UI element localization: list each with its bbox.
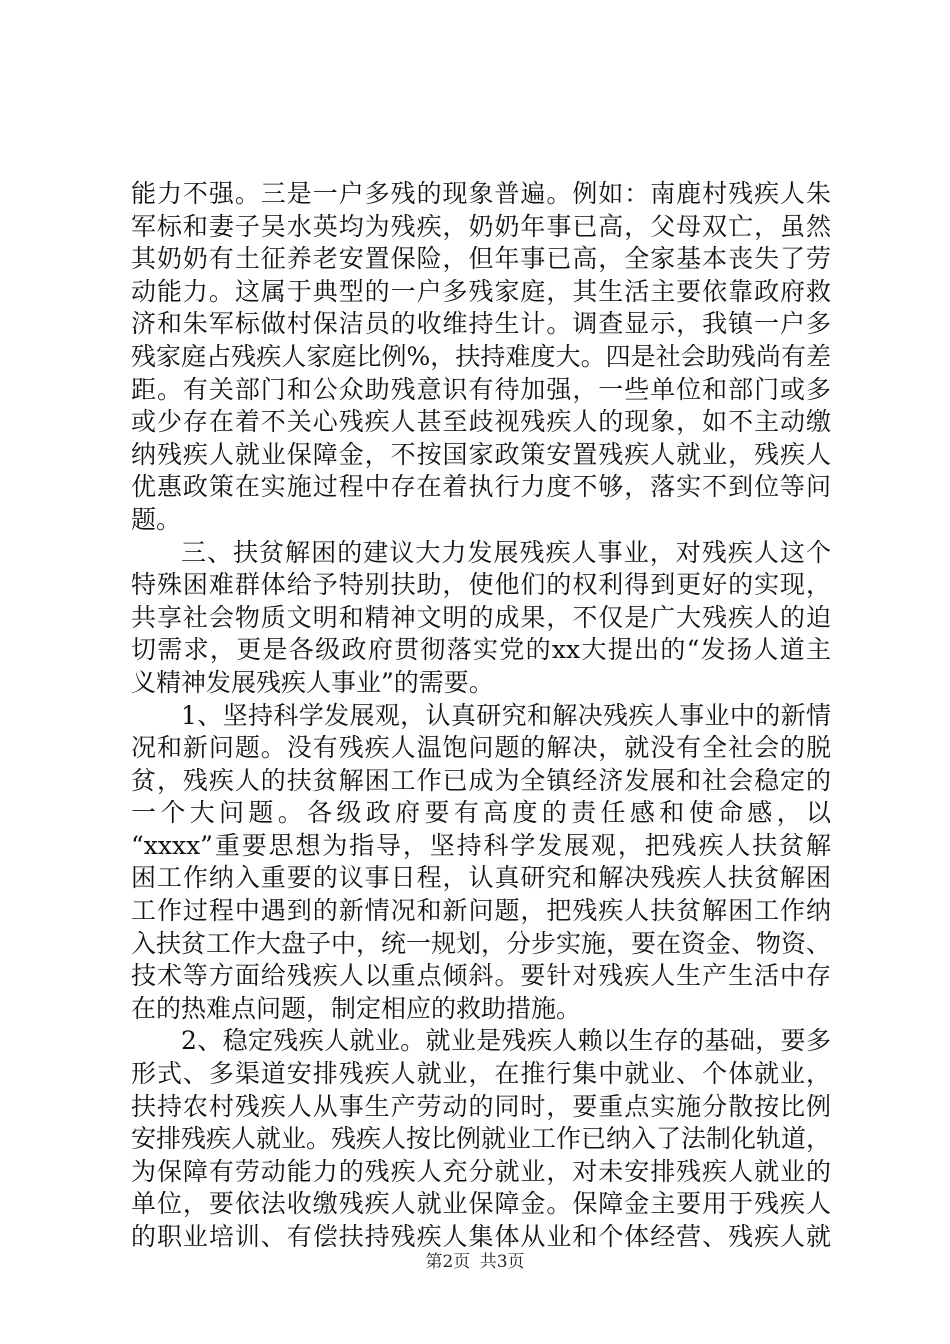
text-line: 其奶奶有土征养老安置保险，但年事已高，全家基本丧失了劳	[131, 244, 831, 274]
text-line: 共享社会物质文明和精神文明的成果，不仅是广大残疾人的迫	[131, 602, 831, 632]
text-line: 形式、多渠道安排残疾人就业，在推行集中就业、个体就业，	[131, 1059, 831, 1089]
text-line: 扶持农村残疾人从事生产劳动的同时，要重点实施分散按比例	[131, 1091, 831, 1121]
page-total: 共3页	[479, 1252, 525, 1272]
text-line: 或少存在着不关心残疾人甚至歧视残疾人的现象，如不主动缴	[131, 407, 831, 437]
text-line: 入扶贫工作大盘子中，统一规划，分步实施，要在资金、物资、	[131, 928, 832, 958]
page-number: 第2页	[425, 1252, 471, 1272]
text-line: 特殊困难群体给予特别扶助，使他们的权利得到更好的实现，	[131, 570, 831, 600]
text-line: 切需求，更是各级政府贯彻落实党的xx大提出的“发扬人道主	[131, 635, 831, 665]
text-line: 义精神发展残疾人事业”的需要。	[131, 667, 494, 697]
text-line: “xxxx”重要思想为指导，坚持科学发展观，把残疾人扶贫解	[131, 830, 831, 860]
text-line: 为保障有劳动能力的残疾人充分就业，对未安排残疾人就业的	[131, 1156, 831, 1186]
text-line: 优惠政策在实施过程中存在着执行力度不够，落实不到位等问	[131, 472, 831, 502]
text-line: 能力不强。三是一户多残的现象普遍。例如：南鹿村残疾人朱	[131, 179, 831, 208]
text-line: 在的热难点问题，制定相应的救助措施。	[131, 993, 582, 1023]
text-line: 三、扶贫解困的建议大力发展残疾人事业，对残疾人这个	[181, 537, 831, 567]
text-line: 况和新问题。没有残疾人温饱问题的解决，就没有全社会的脱	[131, 733, 831, 763]
text-line: 纳残疾人就业保障金，不按国家政策安置残疾人就业，残疾人	[131, 439, 831, 469]
text-line: 济和朱军标做村保洁员的收维持生计。调查显示，我镇一户多	[131, 309, 831, 339]
text-line: 的职业培训、有偿扶持残疾人集体从业和个体经营、残疾人就	[131, 1222, 831, 1251]
text-line: 困工作纳入重要的议事日程，认真研究和解决残疾人扶贫解困	[131, 863, 831, 893]
page-footer	[0, 1247, 950, 1272]
text-line: 一个大问题。各级政府要有高度的责任感和使命感，以	[131, 798, 831, 828]
text-line: 工作过程中遇到的新情况和新问题，把残疾人扶贫解困工作纳	[131, 896, 831, 926]
text-line: 残家庭占残疾人家庭比例%，扶持难度大。四是社会助残尚有差	[131, 341, 831, 371]
document-body	[131, 178, 831, 1254]
text-line: 军标和妻子吴水英均为残疾，奶奶年事已高，父母双亡，虽然	[131, 211, 831, 241]
text-line: 1、坚持科学发展观，认真研究和解决残疾人事业中的新情	[181, 700, 831, 730]
text-line: 距。有关部门和公众助残意识有待加强，一些单位和部门或多	[131, 374, 831, 404]
text-line: 题。	[131, 504, 182, 534]
text-line: 动能力。这属于典型的一户多残家庭，其生活主要依靠政府救	[131, 276, 831, 306]
text-line: 单位，要依法收缴残疾人就业保障金。保障金主要用于残疾人	[131, 1189, 831, 1219]
text-line: 安排残疾人就业。残疾人按比例就业工作已纳入了法制化轨道，	[131, 1124, 832, 1154]
text-line: 技术等方面给残疾人以重点倾斜。要针对残疾人生产生活中存	[131, 961, 831, 991]
text-line: 2、稳定残疾人就业。就业是残疾人赖以生存的基础，要多	[181, 1026, 831, 1056]
text-line: 贫，残疾人的扶贫解困工作已成为全镇经济发展和社会稳定的	[131, 765, 831, 795]
